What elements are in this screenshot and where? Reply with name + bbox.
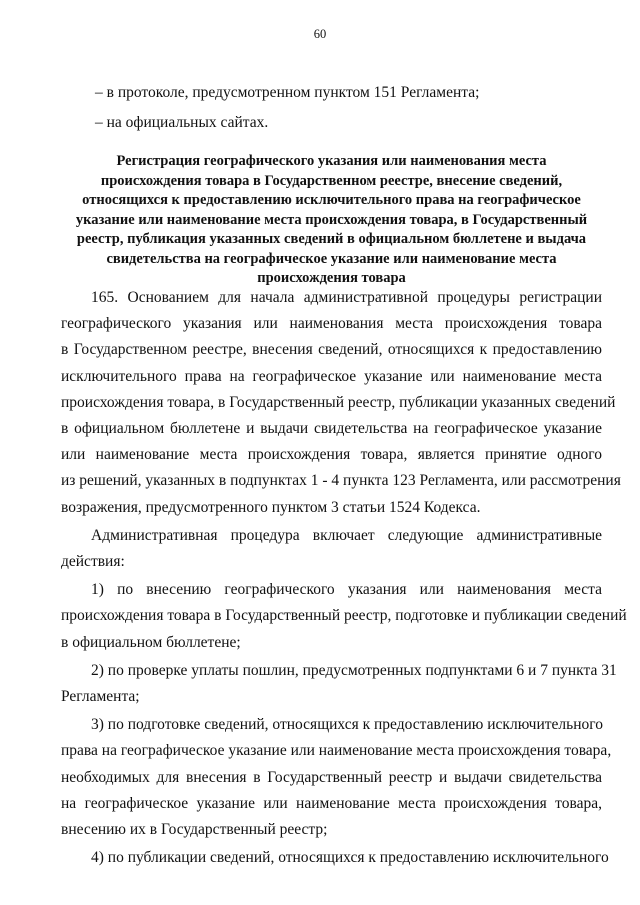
bullet-item: – в протоколе, предусмотренном пунктом 151 Регламента; [95,84,480,101]
paragraph-line: географического указания или наименования места происхождения товара [61,315,602,333]
bullet-list [95,78,602,138]
paragraph [61,658,617,710]
heading-line: реестр, публикация указанных сведений в официальном бюллетене и выдача [76,231,587,247]
paragraph-line: Административная процедура включает следующие административные [91,526,602,544]
paragraph-line: действия: [61,553,125,571]
paragraph-line: Регламента; [61,688,140,706]
paragraph-line: 3) по подготовке сведений, относящихся к предоставлению исключительного [91,716,603,734]
paragraph [61,285,621,521]
paragraph-line: внесению их в Государственный реестр; [61,821,328,839]
page-number: 60 [313,27,327,41]
paragraph-line: происхождения товара, в Государственный реестр, публикации указанных сведений [61,393,616,411]
paragraph-line: из решений, указанных в подпунктах 1 - 4 пункта 123 Регламента, или рассмотрения [61,472,621,490]
paragraph [61,712,612,843]
paragraph-line: в официальном бюллетене и выдачи свидетельства на географическое указание [61,420,602,438]
body-text [61,285,627,871]
paragraph-line: 165. Основанием для начала административной процедуры регистрации [91,289,602,306]
heading-line: Регистрация географического указания или наименования места [116,153,547,169]
paragraph-line: или наименование места происхождения товара, является принятие одного [61,446,602,464]
paragraph-line: 2) по проверке уплаты пошлин, предусмотренных подпунктами 6 и 7 пункта 31 [91,661,617,679]
paragraph [61,577,627,656]
paragraph [61,845,609,871]
paragraph-line: происхождения товара в Государственный реестр, подготовке и публикации сведений [61,607,627,625]
bullet-item: – на официальных сайтах. [95,114,269,131]
section-heading [61,152,602,289]
paragraph-line: в Государственном реестре, внесения сведений, относящихся к предоставлению [61,341,602,359]
paragraph-line: возражения, предусмотренного пунктом 3 статьи 1524 Кодекса. [61,498,481,516]
paragraph-line: в официальном бюллетене; [61,633,241,651]
paragraph-line: 4) по публикации сведений, относящихся к предоставлению исключительного [91,849,609,867]
heading-line: указание или наименование места происхождения товара, в Государственный [75,211,588,228]
paragraph-line: 1) по внесению географического указания или наименования места [91,581,602,599]
heading-line: происхождения товара в Государственном реестре, внесение сведений, [100,172,563,189]
heading-line: относящихся к предоставлению исключительного права на географическое [82,192,581,208]
paragraph-line: необходимых для внесения в Государственный реестр и выдачи свидетельства [61,768,602,786]
heading-line: происхождения товара [257,270,406,286]
paragraph-line: права на географическое указание или наименование места происхождения товара, [61,742,612,760]
paragraph-line: исключительного права на географическое указание или наименование места [61,367,602,385]
paragraph [61,523,602,575]
paragraph-line: на географическое указание или наименование места происхождения товара, [61,794,602,812]
heading-line: свидетельства на географическое указание или наименование места [106,250,557,267]
